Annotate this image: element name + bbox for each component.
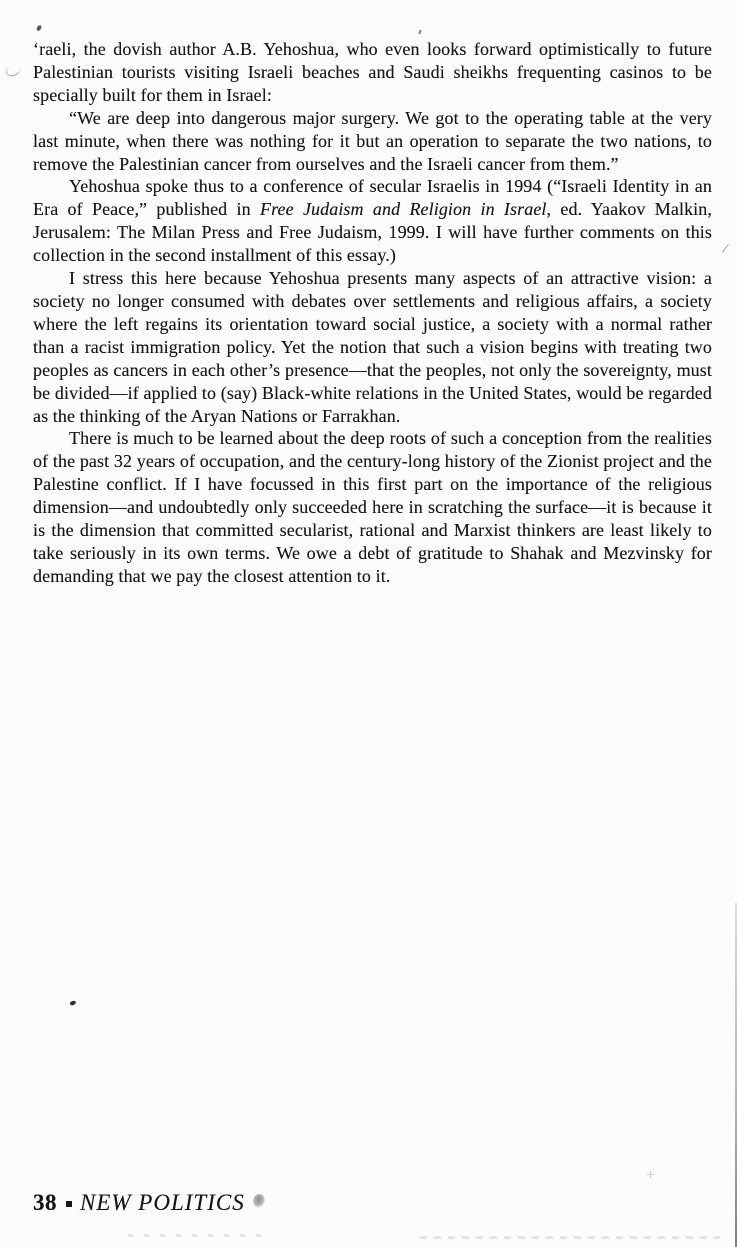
page-footer bbox=[33, 1190, 245, 1216]
paragraph-2 bbox=[33, 107, 712, 176]
text-run: “We are deep into dangerous major surgery. We got to the operating table at the very last minute, when there was nothing for it but an operation to separate the two nations, to remove the Palestinian cancer from ourselves and the Israeli cancer from them.” bbox=[33, 107, 712, 174]
scan-speck bbox=[36, 24, 42, 31]
paragraph-5 bbox=[33, 427, 712, 587]
text-run: I stress this here because Yehoshua presents many aspects of an attractive vision: a society no longer consumed with debates over settlements and religious affairs, a society where the left regains its orientation toward social justice, a society with a normal rather than a racist immigration policy. Yet the notion that such a vision begins with treating two peoples as cancers in each other’s presence—that the peoples, not only the sovereignty, must be divided—if applied to (say) Black-white relations in the United States, would be regarded as the thinking of the Aryan Nations or Farrakhan. bbox=[33, 268, 712, 426]
paragraph-3 bbox=[33, 175, 712, 267]
italic-book-title: Free Judaism and Religion in Israel bbox=[259, 199, 547, 220]
scan-speck bbox=[418, 30, 421, 34]
text-run: , ed. Yaakov Malkin, Jerusalem: The Milan Press and Free Judaism, 1999. I will have further comments on this collection in the second installment of this essay.) bbox=[33, 199, 712, 266]
page-number: 38 bbox=[33, 1190, 57, 1215]
article-text bbox=[33, 38, 712, 588]
text-run: Yehoshua spoke thus to a conference of secular Israelis in 1994 (“Israeli Identity in an Era of Peace,” published in bbox=[33, 176, 712, 220]
scan-pencil-mark bbox=[5, 64, 21, 78]
paragraph-4 bbox=[33, 267, 712, 427]
scan-noise bbox=[128, 1234, 268, 1237]
text-run: ‘raeli, the dovish author A.B. Yehoshua, who even looks forward optimistically to future Palestinian tourists visiting Israeli beaches and Saudi sheikhs frequenting casinos to be specially built for them in Israel: bbox=[33, 39, 712, 105]
text-run: There is much to be learned about the deep roots of such a conception from the realities of the past 32 years of occupation, and the century-long history of the Zionist project and the Palestine conflict. If I have focussed in this first part on the importance of the religious dimension—and undoubtedly only succeeded here in scratching the surface—it is because it is the dimension that committed secularist, rational and Marxist thinkers are least likely to take seriously in its own terms. We owe a debt of gratitude to Shahak and Mezvinsky for demanding that we pay the closest attention to it. bbox=[33, 428, 712, 586]
scan-noise bbox=[420, 1236, 720, 1239]
scan-speck bbox=[69, 1000, 76, 1006]
scan-speck bbox=[647, 1171, 654, 1178]
square-bullet-icon bbox=[66, 1201, 72, 1207]
scan-pen-tick bbox=[722, 244, 736, 258]
paragraph-1 bbox=[33, 38, 712, 107]
scan-smudge bbox=[252, 1193, 267, 1209]
journal-title: NEW POLITICS bbox=[80, 1190, 245, 1215]
